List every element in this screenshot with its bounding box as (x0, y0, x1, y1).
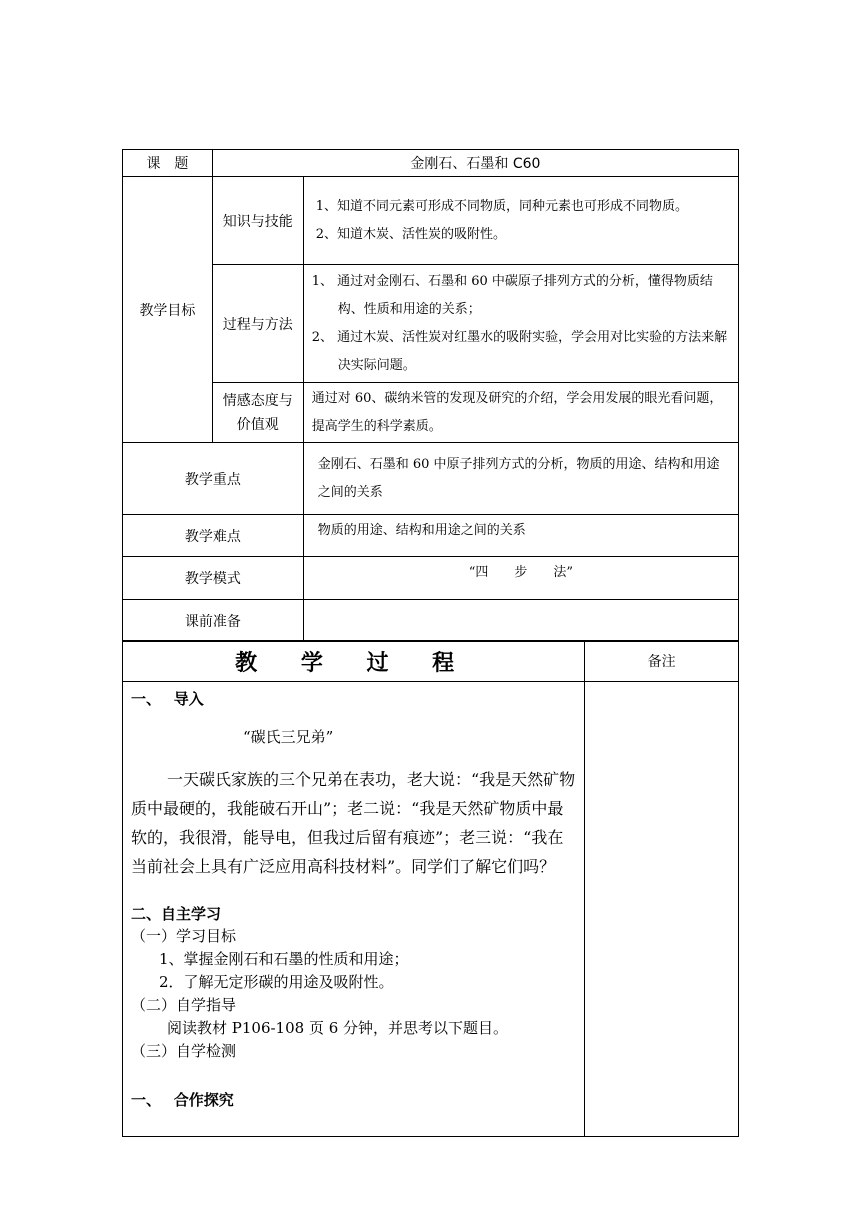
subject-value: 金刚石、石墨和 C60 (212, 150, 738, 177)
section-intro-heading: 一、 导入 (131, 690, 204, 708)
difficulty-content: 物质的用途、结构和用途之间的关系 (303, 515, 738, 557)
section-intro-subtitle: “碳氏三兄弟” (243, 728, 334, 746)
knowledge-item: 2、知道木炭、活性炭的吸附性。 (315, 226, 506, 242)
subject-label: 课 题 (123, 150, 213, 177)
knowledge-item: 1、知道不同元素可形成不同物质，同种元素也可形成不同物质。 (315, 198, 688, 214)
process-label: 过程与方法 (212, 265, 303, 383)
notes-column (585, 682, 739, 1137)
process-body (123, 682, 585, 1137)
process-title: 教 学 过 程 (123, 641, 585, 682)
process-item: 2、 通过木炭、活性炭对红墨水的吸附实验，学会用对比实验的方法来解决实际问题。 (311, 329, 728, 373)
self-study-goal-item: 1、掌握金刚石和石墨的性质和用途； (159, 950, 409, 968)
emotion-content: 通过对 60、碳纳米管的发现及研究的介绍，学会用发展的眼光看问题，提高学生的科学素质。 (303, 383, 738, 443)
difficulty-label: 教学难点 (123, 515, 304, 557)
key-label: 教学重点 (123, 443, 304, 515)
mode-label: 教学模式 (123, 557, 304, 600)
self-study-check: （三）自学检测 (131, 1042, 237, 1060)
prep-content (303, 600, 738, 642)
knowledge-content (303, 177, 738, 265)
objectives-label: 教学目标 (123, 177, 213, 443)
section-intro-paragraph: 一天碳氏家族的三个兄弟在表功，老大说：“我是天然矿物质中最硬的，我能破石开山”；老二说：“我是天然矿物质中最软的，我很滑，能导电，但我过后留有痕迹”；老三说：“我在当前社会上具有广泛应用高科技材料”。同学们了解它们吗？ (131, 770, 576, 876)
knowledge-label: 知识与技能 (212, 177, 303, 265)
self-study-goals: （一）学习目标 (131, 927, 237, 945)
mode-content: “四 步 法” (303, 557, 738, 600)
self-study-guide: （二）自学指导 (131, 996, 237, 1014)
self-study-goal-item: 2．了解无定形碳的用途及吸附性。 (159, 973, 394, 991)
notes-label: 备注 (585, 641, 739, 682)
lesson-info-table (122, 149, 739, 642)
prep-label: 课前准备 (123, 600, 304, 642)
process-item: 1、 通过对金刚石、石墨和 60 中碳原子排列方式的分析，懂得物质结构、性质和用途的关系； (311, 273, 713, 317)
process-content (303, 265, 738, 383)
key-content: 金刚石、石墨和 60 中原子排列方式的分析，物质的用途、结构和用途之间的关系 (303, 443, 738, 515)
self-study-guide-item: 阅读教材 P106-108 页 6 分钟，并思考以下题目。 (167, 1019, 509, 1037)
teaching-process-table (122, 640, 739, 1137)
section-cooperation-heading: 一、 合作探究 (131, 1091, 234, 1109)
section-self-study-heading: 二、自主学习 (131, 905, 222, 923)
emotion-label: 情感态度与 价值观 (212, 383, 303, 443)
